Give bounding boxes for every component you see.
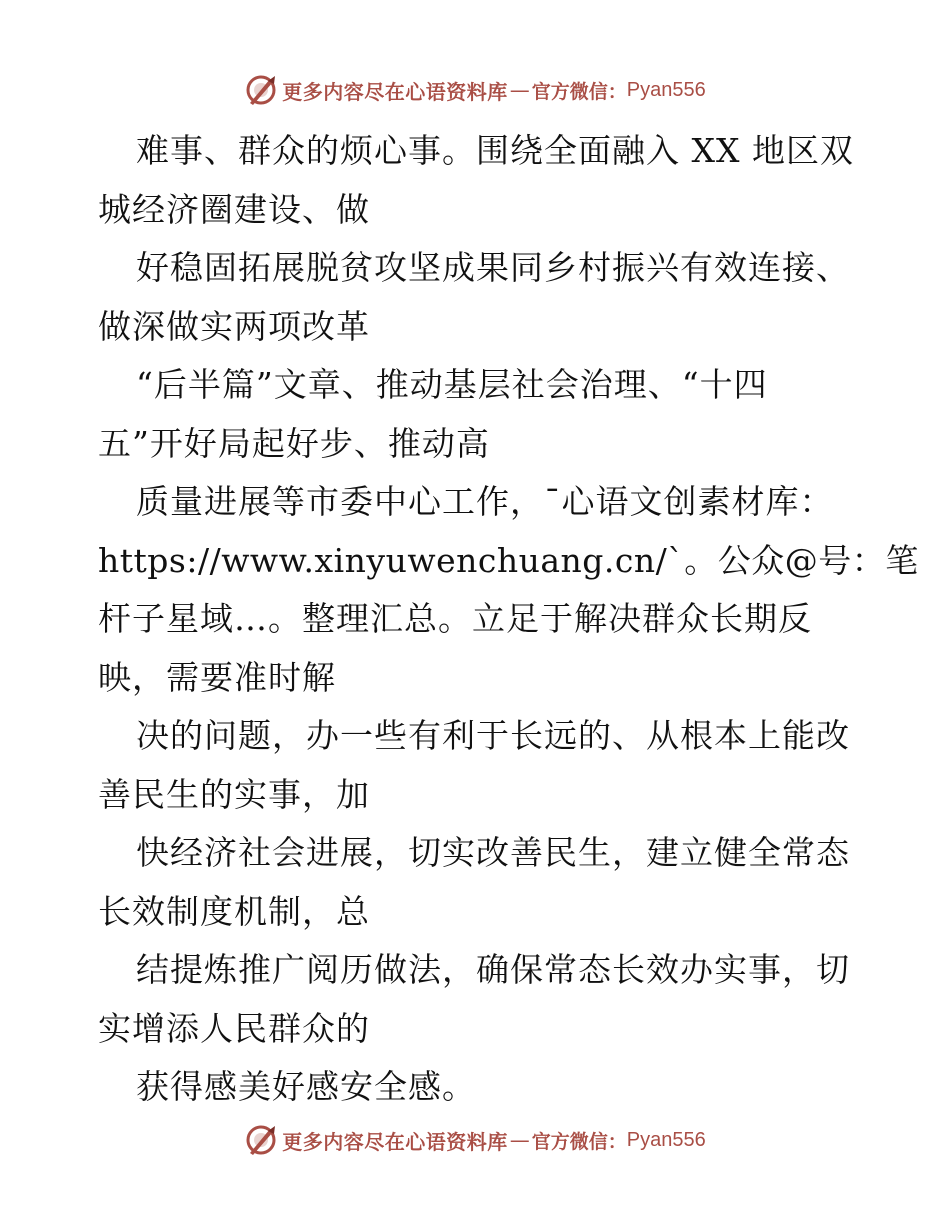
footer-banner xyxy=(0,1120,950,1160)
body-line: 快经济社会进展，切实改善民生，建立健全常态 xyxy=(136,833,850,872)
body-line: 实增添人民群众的 xyxy=(98,1008,370,1048)
body-line: “后半篇”文章、推动基层社会治理、“十四 xyxy=(136,365,768,404)
header-banner xyxy=(0,70,950,110)
body-line: 决的问题，办一些有利于长远的、从根本上能改 xyxy=(136,716,850,755)
body-line: 善民生的实事，加 xyxy=(98,774,370,814)
body-line: 城经济圈建设、做 xyxy=(98,189,370,229)
document-body xyxy=(98,122,919,1117)
banner-title: 更多内容尽在心语资料库 xyxy=(282,1129,508,1154)
body-line: 结提炼推广阅历做法，确保常态长效办实事，切 xyxy=(136,950,850,989)
body-line: 长效制度机制，总 xyxy=(98,891,370,931)
banner-separator: — xyxy=(509,1128,530,1152)
banner-wechat-id: Pyan556 xyxy=(626,78,706,101)
quill-pen-logo-icon xyxy=(244,1123,278,1157)
body-line: 难事、群众的烦心事。围绕全面融入 XX 地区双 xyxy=(136,131,854,170)
body-line: 好稳固拓展脱贫攻坚成果同乡村振兴有效连接、 xyxy=(136,248,850,287)
banner-title: 更多内容尽在心语资料库 xyxy=(282,79,508,104)
quill-pen-logo-icon xyxy=(244,73,278,107)
banner-separator: — xyxy=(509,78,530,102)
body-line: 映，需要准时解 xyxy=(98,657,336,697)
banner-wechat-label: 官方微信： xyxy=(531,1130,627,1153)
banner-wechat-id: Pyan556 xyxy=(626,1128,706,1151)
banner-wechat-label: 官方微信： xyxy=(531,80,627,103)
body-line: 杆子星域…。整理汇总。立足于解决群众长期反 xyxy=(98,599,812,638)
body-line: 获得感美好感安全感。 xyxy=(136,1067,476,1106)
body-line: 质量进展等市委中心工作，¯心语文创素材库： xyxy=(136,482,834,521)
body-line: 做深做实两项改革 xyxy=(98,306,370,346)
body-line-url: https://www.xinyuwenchuang.cn/`。公众@号：笔 xyxy=(98,540,919,580)
body-line: 五”开好局起好步、推动高 xyxy=(98,423,490,463)
